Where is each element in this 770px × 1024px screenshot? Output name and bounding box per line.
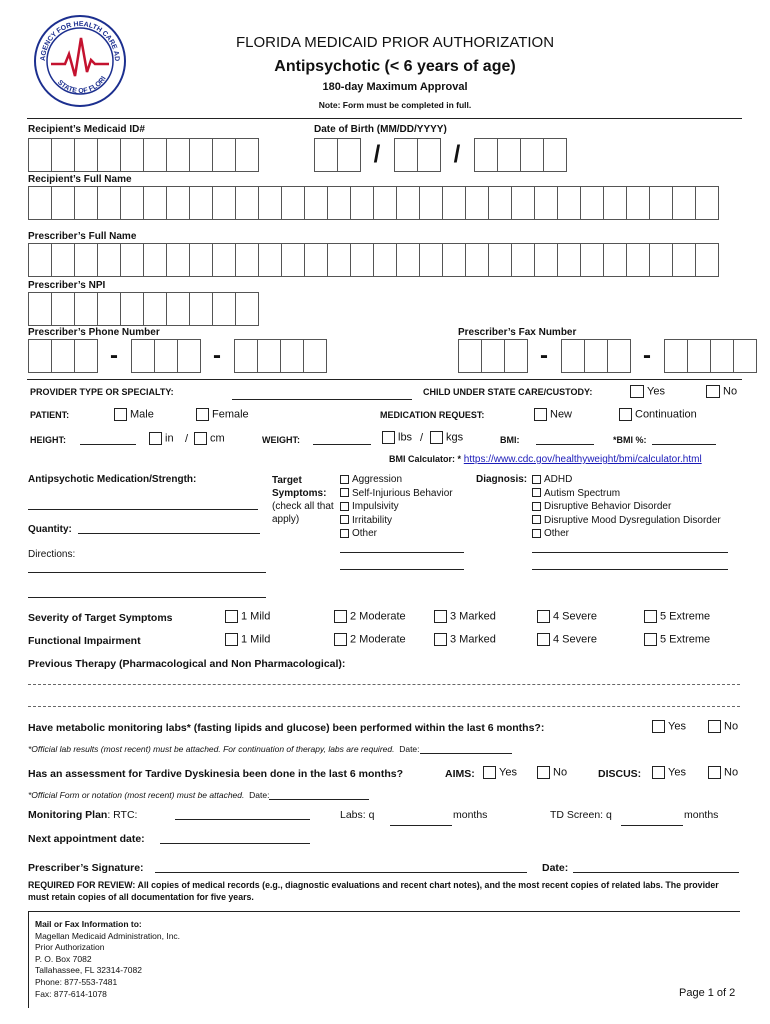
input-cell[interactable] [672,243,696,277]
input-cell[interactable] [28,186,52,220]
custody-no[interactable]: No [706,385,737,398]
input-cell[interactable] [350,243,374,277]
diagnosis-disruptive-behavior[interactable]: Disruptive Behavior Disorder [532,500,721,514]
input-cell[interactable] [350,186,374,220]
directions-input[interactable] [28,588,266,598]
bmi-input[interactable] [536,433,594,445]
prescriber-name-boxes[interactable] [28,243,718,277]
weight-label: WEIGHT: [262,435,300,445]
input-cell[interactable] [189,138,213,172]
severity-3[interactable]: 3 Marked [434,610,496,623]
input-cell[interactable] [442,186,466,220]
input-cell[interactable] [417,138,441,172]
input-cell[interactable] [465,186,489,220]
input-cell[interactable] [580,186,604,220]
input-cell[interactable] [74,186,98,220]
symptom-other-input[interactable] [340,543,464,553]
input-cell[interactable] [74,339,98,373]
checkbox[interactable] [334,610,347,623]
input-cell[interactable] [664,339,688,373]
checkbox[interactable] [194,432,207,445]
input-cell[interactable] [504,339,528,373]
symptom-irritability[interactable]: Irritability [340,514,453,528]
diagnosis-other-input[interactable] [532,560,728,570]
checkbox[interactable] [708,766,721,779]
bmi-calculator-link[interactable]: https://www.cdc.gov/healthyweight/bmi/calculator.html [463,454,702,465]
input-cell[interactable] [327,186,351,220]
input-cell[interactable] [710,339,734,373]
form-subtitle: Antipsychotic (< 6 years of age) [274,58,516,75]
input-cell[interactable] [488,186,512,220]
patient-label: PATIENT: [30,410,70,420]
input-cell[interactable] [481,339,505,373]
input-cell[interactable] [166,186,190,220]
checkbox[interactable] [619,408,632,421]
field-separator: - [213,342,221,369]
diagnosis-list [532,473,721,541]
aims-yes[interactable]: Yes [483,766,517,779]
previous-therapy-label: Previous Therapy (Pharmacological and Non Pharmacological): [28,658,346,670]
provider-type-label: PROVIDER TYPE OR SPECIALTY: [30,387,174,397]
field-separator: / [373,141,381,168]
input-cell[interactable] [51,138,75,172]
input-cell[interactable] [626,243,650,277]
input-cell[interactable] [257,339,281,373]
symptom-aggression[interactable]: Aggression [340,473,453,487]
input-cell[interactable] [465,243,489,277]
input-cell[interactable] [212,243,236,277]
checkbox[interactable] [644,610,657,623]
checkbox[interactable] [340,475,349,484]
input-cell[interactable] [649,186,673,220]
input-cell[interactable] [166,243,190,277]
input-cell[interactable] [603,243,627,277]
input-cell[interactable] [120,138,144,172]
input-cell[interactable] [497,138,521,172]
custody-yes[interactable]: Yes [630,385,665,398]
td-months: months [684,809,719,821]
input-cell[interactable] [143,138,167,172]
checkbox[interactable] [434,633,447,646]
input-cell[interactable] [511,186,535,220]
recipient-name-boxes[interactable] [28,186,718,220]
diagnosis-adhd[interactable]: ADHD [532,473,721,487]
checkbox[interactable] [532,488,541,497]
aims-no[interactable]: No [537,766,567,779]
phone-boxes[interactable] [28,339,326,373]
input-cell[interactable] [51,339,75,373]
unit-lbs[interactable]: lbs [382,431,412,444]
input-cell[interactable] [74,243,98,277]
input-cell[interactable] [511,243,535,277]
quantity-input[interactable] [78,524,260,534]
tardive-note: *Official Form or notation (most recent) must be attached. Date: [28,790,369,800]
unit-cm[interactable]: cm [194,432,225,445]
request-new[interactable]: New [534,408,572,421]
medicaid-id-boxes[interactable] [28,138,258,172]
unit-kgs[interactable]: kgs [430,431,463,444]
next-appointment-input[interactable] [160,834,310,844]
input-cell[interactable] [396,243,420,277]
input-cell[interactable] [189,186,213,220]
input-cell[interactable] [543,138,567,172]
severity-label: Severity of Target Symptoms [28,612,173,624]
input-cell[interactable] [97,186,121,220]
input-cell[interactable] [584,339,608,373]
field-separator: / [453,141,461,168]
input-cell[interactable] [235,138,259,172]
diagnosis-dmdd[interactable]: Disruptive Mood Dysregulation Disorder [532,514,721,528]
diagnosis-other-input[interactable] [532,543,728,553]
rtc-input[interactable] [175,810,310,820]
field-separator: - [540,342,548,369]
input-cell[interactable] [672,186,696,220]
input-cell[interactable] [695,243,719,277]
fax-boxes[interactable] [458,339,756,373]
input-cell[interactable] [733,339,757,373]
prescriber-phone-label: Prescriber’s Phone Number [28,327,160,338]
input-cell[interactable] [212,138,236,172]
bmi-percent-label: *BMI %: [613,435,647,445]
symptom-self-injurious[interactable]: Self-Injurious Behavior [340,487,453,501]
checkbox[interactable] [434,610,447,623]
checkbox[interactable] [537,633,550,646]
discus-label: DISCUS: [598,768,642,780]
diagnosis-other[interactable]: Other [532,527,721,541]
checkbox[interactable] [225,610,238,623]
input-cell[interactable] [419,243,443,277]
td-screen-input[interactable] [621,816,683,826]
input-cell[interactable] [303,339,327,373]
checkbox[interactable] [340,515,349,524]
provider-type-input[interactable] [232,388,412,400]
checkbox[interactable] [532,502,541,511]
approval-period: 180-day Maximum Approval [322,81,468,93]
checkbox[interactable] [532,515,541,524]
input-cell[interactable] [534,186,558,220]
checkbox[interactable] [532,529,541,538]
medication-request-label: MEDICATION REQUEST: [380,410,485,420]
input-cell[interactable] [235,292,259,326]
input-cell[interactable] [51,243,75,277]
impairment-3[interactable]: 3 Marked [434,633,496,646]
input-cell[interactable] [419,186,443,220]
page-number: Page 1 of 2 [679,987,736,999]
labs-date-input[interactable] [420,745,512,754]
impairment-label: Functional Impairment [28,635,141,647]
discus-no[interactable]: No [708,766,738,779]
height-label: HEIGHT: [30,435,66,445]
checkbox[interactable] [483,766,496,779]
input-cell[interactable] [603,186,627,220]
checkbox[interactable] [652,766,665,779]
input-cell[interactable] [235,186,259,220]
symptom-other[interactable]: Other [340,527,453,541]
checkbox[interactable] [630,385,644,398]
mail-line: Fax: 877-614-1078 [35,988,107,999]
checkbox[interactable] [537,610,550,623]
labs-no[interactable]: No [708,720,738,733]
input-cell[interactable] [143,243,167,277]
directions-label: Directions: [28,549,76,560]
input-cell[interactable] [143,186,167,220]
prescriber-npi-label: Prescriber’s NPI [28,280,106,291]
diagnosis-autism[interactable]: Autism Spectrum [532,487,721,501]
input-cell[interactable] [97,292,121,326]
input-cell[interactable] [626,186,650,220]
input-cell[interactable] [337,138,361,172]
checkbox[interactable] [334,633,347,646]
impairment-4[interactable]: 4 Severe [537,633,597,646]
monitoring-plan: Monitoring Plan: RTC: [28,809,138,821]
target-symptoms-label: Target Symptoms: (check all that apply) [272,475,334,525]
severity-2[interactable]: 2 Moderate [334,610,406,623]
checkbox[interactable] [644,633,657,646]
input-cell[interactable] [131,339,155,373]
checkbox[interactable] [537,766,550,779]
input-cell[interactable] [373,243,397,277]
input-cell[interactable] [166,138,190,172]
signature-label: Prescriber’s Signature: [28,862,144,874]
unit-separator: / [420,432,424,444]
checkbox[interactable] [149,432,162,445]
labs-months: months [453,809,488,821]
input-cell[interactable] [314,138,338,172]
mail-line: Tallahassee, FL 32314-7082 [35,965,142,976]
weight-input[interactable] [313,433,371,445]
previous-therapy-input[interactable] [28,706,740,707]
signature-date-label: Date: [542,862,569,874]
input-cell[interactable] [189,292,213,326]
input-cell[interactable] [687,339,711,373]
bmi-percent-input[interactable] [652,433,716,445]
labs-yes[interactable]: Yes [652,720,686,733]
required-note: REQUIRED FOR REVIEW: All copies of medical records (e.g., diagnostic evaluations and recent chart notes), and the most recent copies of related labs. The provider must retain copies of all documentation for five years. [28,880,719,902]
input-cell[interactable] [557,186,581,220]
checkbox[interactable] [340,502,349,511]
symptom-impulsivity[interactable]: Impulsivity [340,500,453,514]
field-separator: - [643,342,651,369]
input-cell[interactable] [488,243,512,277]
input-cell[interactable] [154,339,178,373]
patient-male[interactable]: Male [114,408,154,421]
checkbox[interactable] [114,408,127,421]
next-appointment-label: Next appointment date: [28,833,145,845]
svg-text:STATE OF FLORIDA: STATE OF FLORI [55,75,108,96]
input-cell[interactable] [234,339,258,373]
input-cell[interactable] [74,138,98,172]
recipient-name-label: Recipient’s Full Name [28,174,132,185]
child-custody-label: CHILD UNDER STATE CARE/CUSTODY: [423,387,593,397]
mail-line: Magellan Medicaid Administration, Inc. [35,930,181,941]
form-note: Note: Form must be completed in full. [318,100,472,110]
checkbox[interactable] [225,633,238,646]
input-cell[interactable] [394,138,418,172]
input-cell[interactable] [304,243,328,277]
checkbox[interactable] [196,408,209,421]
labs-interval-input[interactable] [390,816,452,826]
input-cell[interactable] [189,243,213,277]
checkbox[interactable] [708,720,721,733]
input-cell[interactable] [442,243,466,277]
impairment-5[interactable]: 5 Extreme [644,633,710,646]
input-cell[interactable] [695,186,719,220]
input-cell[interactable] [373,186,397,220]
tardive-question: Has an assessment for Tardive Dyskinesia been done in the last 6 months? [28,768,404,780]
request-continuation[interactable]: Continuation [619,408,697,421]
input-cell[interactable] [304,186,328,220]
unit-separator: / [185,433,189,445]
signature-input[interactable] [155,863,527,873]
discus-yes[interactable]: Yes [652,766,686,779]
input-cell[interactable] [120,243,144,277]
impairment-1[interactable]: 1 Mild [225,633,270,646]
checkbox[interactable] [382,431,395,444]
input-cell[interactable] [120,186,144,220]
input-cell[interactable] [580,243,604,277]
bmi-label: BMI: [500,435,520,445]
diagnosis-label: Diagnosis: [476,474,528,485]
input-cell[interactable] [51,292,75,326]
input-cell[interactable] [120,292,144,326]
signature-date-input[interactable] [573,863,739,873]
input-cell[interactable] [607,339,631,373]
divider [27,379,742,380]
input-cell[interactable] [51,186,75,220]
input-cell[interactable] [281,243,305,277]
checkbox[interactable] [706,385,720,398]
input-cell[interactable] [212,292,236,326]
input-cell[interactable] [212,186,236,220]
mail-heading: Mail or Fax Information to: [35,919,142,929]
npi-boxes[interactable] [28,292,258,326]
input-cell[interactable] [281,186,305,220]
severity-4[interactable]: 4 Severe [537,610,597,623]
tardive-date-input[interactable] [269,791,369,800]
labs-note: *Official lab results (most recent) must be attached. For continuation of therapy, labs are required. Date: [28,744,512,754]
input-cell[interactable] [327,243,351,277]
medication-strength-input[interactable] [28,500,258,510]
input-cell[interactable] [97,138,121,172]
input-cell[interactable] [474,138,498,172]
input-cell[interactable] [28,138,52,172]
prescriber-name-label: Prescriber’s Full Name [28,231,137,242]
symptom-other-input[interactable] [340,560,464,570]
form-title: FLORIDA MEDICAID PRIOR AUTHORIZATION [235,34,555,51]
checkbox[interactable] [340,529,349,538]
input-cell[interactable] [28,292,52,326]
labs-question: Have metabolic monitoring labs* (fasting lipids and glucose) been performed within the last 6 months?: [28,722,545,734]
dob-boxes[interactable] [314,138,566,172]
input-cell[interactable] [396,186,420,220]
medicaid-id-label: Recipient’s Medicaid ID# [28,124,145,135]
input-cell[interactable] [235,243,259,277]
input-cell[interactable] [458,339,482,373]
mail-line: P. O. Box 7082 [35,953,92,964]
input-cell[interactable] [561,339,585,373]
symptom-list [340,473,453,541]
divider [27,118,742,119]
input-cell[interactable] [28,243,52,277]
input-cell[interactable] [534,243,558,277]
height-input[interactable] [80,433,136,445]
previous-therapy-input[interactable] [28,684,740,685]
impairment-2[interactable]: 2 Moderate [334,633,406,646]
checkbox[interactable] [430,431,443,444]
prescriber-fax-label: Prescriber’s Fax Number [458,327,577,338]
input-cell[interactable] [28,339,52,373]
checkbox[interactable] [532,475,541,484]
mail-fax-box [28,911,740,1008]
td-screen-label: TD Screen: q [550,809,612,821]
input-cell[interactable] [258,243,282,277]
bmi-calculator: BMI Calculator: * https://www.cdc.gov/healthyweight/bmi/calculator.html [389,454,702,465]
input-cell[interactable] [520,138,544,172]
aims-label: AIMS: [445,768,475,780]
checkbox[interactable] [534,408,547,421]
labs-interval-label: Labs: q [340,809,375,821]
input-cell[interactable] [258,186,282,220]
dob-label: Date of Birth (MM/DD/YYYY) [314,124,447,135]
svg-text:AGENCY FOR HEALTH CARE ADMINIS: AGENCY FOR HEALTH CARE AD [39,20,121,62]
input-cell[interactable] [280,339,304,373]
severity-1[interactable]: 1 Mild [225,610,270,623]
input-cell[interactable] [649,243,673,277]
severity-5[interactable]: 5 Extreme [644,610,710,623]
mail-line: Prior Authorization [35,942,105,953]
input-cell[interactable] [177,339,201,373]
checkbox[interactable] [340,488,349,497]
directions-input[interactable] [28,563,266,573]
field-separator: - [110,342,118,369]
mail-line: Phone: 877-553-7481 [35,976,118,987]
input-cell[interactable] [557,243,581,277]
input-cell[interactable] [143,292,167,326]
unit-in[interactable]: in [149,432,174,445]
input-cell[interactable] [97,243,121,277]
medication-strength-label: Antipsychotic Medication/Strength: [28,474,197,485]
quantity-label: Quantity: [28,524,72,535]
input-cell[interactable] [74,292,98,326]
input-cell[interactable] [166,292,190,326]
patient-female[interactable]: Female [196,408,249,421]
checkbox[interactable] [652,720,665,733]
